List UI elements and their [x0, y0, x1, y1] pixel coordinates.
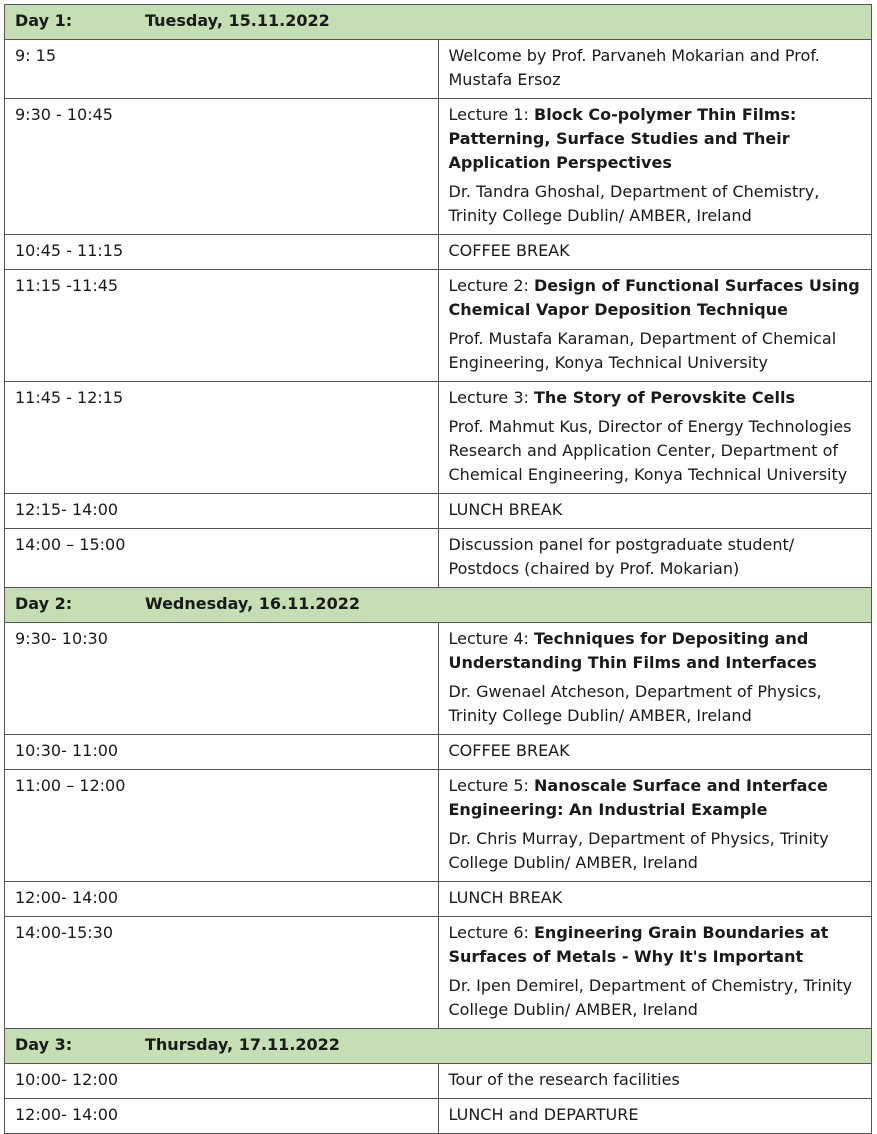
- session-title-line: [449, 44, 864, 92]
- session-description: [438, 882, 872, 917]
- session-row: [5, 623, 872, 735]
- session-description: [438, 770, 872, 882]
- session-description: [438, 735, 872, 770]
- session-row: [5, 770, 872, 882]
- session-description: [438, 235, 872, 270]
- day-date: Wednesday, 16.11.2022: [145, 594, 360, 613]
- session-row: [5, 40, 872, 99]
- session-title-line: [449, 1103, 864, 1127]
- day-label: Day 1:: [15, 11, 73, 30]
- session-text: Discussion panel for postgraduate student/ Postdocs (chaired by Prof. Mokarian): [448, 535, 795, 578]
- day-label: Day 3:: [15, 1035, 73, 1054]
- session-title-line: [449, 239, 864, 263]
- session-text: Lecture 2:: [448, 276, 534, 295]
- session-description: [438, 382, 872, 494]
- session-text: COFFEE BREAK: [448, 241, 570, 260]
- session-text: Lecture 5:: [448, 776, 534, 795]
- session-title-line: [449, 1068, 864, 1092]
- lecture-title: Techniques for Depositing and Understanding Thin Films and Interfaces: [448, 629, 817, 672]
- session-title-line: [449, 103, 864, 175]
- session-row: [5, 382, 872, 494]
- session-row: [5, 1064, 872, 1099]
- session-time: 12:00- 14:00: [5, 882, 439, 917]
- session-text: Dr. Ipen Demirel, Department of Chemistry, Trinity College Dublin/ AMBER, Ireland: [448, 976, 853, 1019]
- day-label: Day 2:: [15, 594, 73, 613]
- session-time: 9:30- 10:30: [5, 623, 439, 735]
- session-text: Tour of the research facilities: [448, 1070, 680, 1089]
- session-row: [5, 494, 872, 529]
- session-text: Lecture 3:: [448, 388, 534, 407]
- session-title-line: [449, 386, 864, 410]
- session-description: [438, 1099, 872, 1134]
- session-description: [438, 40, 872, 99]
- session-time: 10:45 - 11:15: [5, 235, 439, 270]
- session-description: [438, 1064, 872, 1099]
- session-title-line: [449, 627, 864, 675]
- session-speaker-line: [449, 827, 864, 875]
- session-description: [438, 99, 872, 235]
- session-speaker-line: [449, 327, 864, 375]
- session-description: [438, 623, 872, 735]
- session-time: 11:45 - 12:15: [5, 382, 439, 494]
- session-speaker-line: [449, 180, 864, 228]
- lecture-title: The Story of Perovskite Cells: [534, 388, 795, 407]
- day-date: Thursday, 17.11.2022: [145, 1035, 340, 1054]
- session-row: [5, 235, 872, 270]
- lecture-title: Nanoscale Surface and Interface Engineering: An Industrial Example: [448, 776, 828, 819]
- session-time: 10:30- 11:00: [5, 735, 439, 770]
- session-text: Dr. Chris Murray, Department of Physics, Trinity College Dublin/ AMBER, Ireland: [448, 829, 829, 872]
- day-header-row: [5, 5, 872, 40]
- session-time: 9:30 - 10:45: [5, 99, 439, 235]
- session-row: [5, 735, 872, 770]
- session-speaker-line: [449, 680, 864, 728]
- session-text: LUNCH BREAK: [448, 888, 563, 907]
- session-text: LUNCH BREAK: [448, 500, 563, 519]
- session-time: 10:00- 12:00: [5, 1064, 439, 1099]
- session-title-line: [449, 274, 864, 322]
- session-row: [5, 917, 872, 1029]
- session-title-line: [449, 886, 864, 910]
- session-row: [5, 529, 872, 588]
- session-title-line: [449, 739, 864, 763]
- session-row: [5, 270, 872, 382]
- session-text: Prof. Mustafa Karaman, Department of Chemical Engineering, Konya Technical University: [448, 329, 837, 372]
- session-text: COFFEE BREAK: [448, 741, 570, 760]
- day-header-cell: [5, 5, 872, 40]
- session-time: 11:00 – 12:00: [5, 770, 439, 882]
- session-time: 14:00 – 15:00: [5, 529, 439, 588]
- day-header-row: [5, 588, 872, 623]
- day-date: Tuesday, 15.11.2022: [145, 11, 330, 30]
- session-time: 12:15- 14:00: [5, 494, 439, 529]
- session-text: Prof. Mahmut Kus, Director of Energy Technologies Research and Application Center, Department of Chemical Engineering, Konya Technical University: [448, 417, 852, 484]
- session-title-line: [449, 533, 864, 581]
- session-text: Welcome by Prof. Parvaneh Mokarian and Prof. Mustafa Ersoz: [448, 46, 820, 89]
- session-text: Dr. Tandra Ghoshal, Department of Chemistry, Trinity College Dublin/ AMBER, Ireland: [448, 182, 820, 225]
- session-title-line: [449, 498, 864, 522]
- lecture-title: Engineering Grain Boundaries at Surfaces of Metals - Why It's Important: [448, 923, 829, 966]
- session-row: [5, 99, 872, 235]
- session-description: [438, 494, 872, 529]
- session-text: Lecture 6:: [448, 923, 534, 942]
- schedule-table: [4, 4, 872, 1134]
- day-header-cell: [5, 1029, 872, 1064]
- session-row: [5, 1099, 872, 1134]
- session-time: 11:15 -11:45: [5, 270, 439, 382]
- day-header-cell: [5, 588, 872, 623]
- session-description: [438, 917, 872, 1029]
- session-title-line: [449, 921, 864, 969]
- session-title-line: [449, 774, 864, 822]
- session-text: Lecture 1:: [448, 105, 534, 124]
- lecture-title: Block Co-polymer Thin Films: Patterning, Surface Studies and Their Application Perspectives: [448, 105, 797, 172]
- session-text: LUNCH and DEPARTURE: [448, 1105, 639, 1124]
- session-speaker-line: [449, 974, 864, 1022]
- schedule-body: [5, 5, 872, 1134]
- session-time: 12:00- 14:00: [5, 1099, 439, 1134]
- session-time: 9: 15: [5, 40, 439, 99]
- day-header-row: [5, 1029, 872, 1064]
- session-description: [438, 270, 872, 382]
- session-speaker-line: [449, 415, 864, 487]
- session-text: Lecture 4:: [448, 629, 534, 648]
- lecture-title: Design of Functional Surfaces Using Chemical Vapor Deposition Technique: [448, 276, 860, 319]
- session-row: [5, 882, 872, 917]
- session-time: 14:00-15:30: [5, 917, 439, 1029]
- session-text: Dr. Gwenael Atcheson, Department of Physics, Trinity College Dublin/ AMBER, Ireland: [448, 682, 822, 725]
- session-description: [438, 529, 872, 588]
